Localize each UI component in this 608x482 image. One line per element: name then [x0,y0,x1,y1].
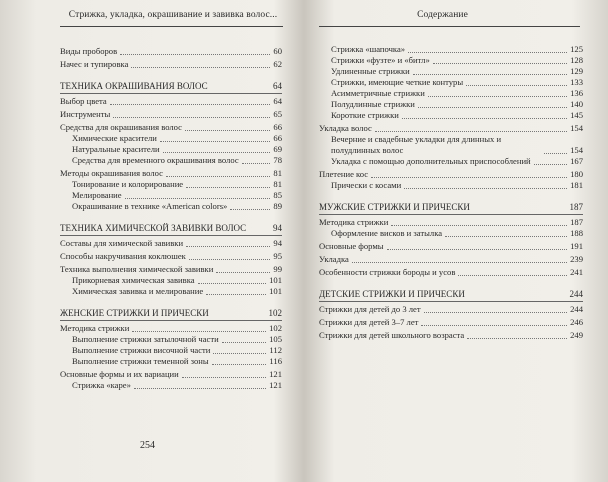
toc-entry-title: Прически с косами [331,180,402,190]
toc-entry-page: 128 [570,55,583,65]
toc-entry [60,345,282,356]
toc-entry-page: 60 [273,46,282,56]
toc-entry [60,334,282,345]
dot-leader [424,312,567,313]
toc-entry [319,330,583,341]
toc-entry-page: 94 [273,223,282,233]
toc-entry [60,168,282,179]
toc-entry-page: 181 [570,180,583,190]
toc-entry-page: 249 [570,330,583,340]
toc-entry-title: Основные формы [319,241,384,251]
toc-entry [319,88,583,99]
toc-entry-title: ДЕТСКИЕ СТРИЖКИ И ПРИЧЕСКИ [319,289,465,299]
dot-leader [160,141,271,142]
toc-entry-page: 102 [269,323,282,333]
toc-entry-page: 121 [269,369,282,379]
toc-entry-page: 89 [273,201,282,211]
toc-entry [60,109,282,120]
section-spacer [60,297,282,304]
toc-entry [319,110,583,121]
dot-leader [230,209,270,210]
section-spacer [60,70,282,77]
toc-entry-page: 85 [273,190,282,200]
toc-entry-page: 99 [273,264,282,274]
toc-entry [319,156,583,167]
toc-entry [319,254,583,265]
toc-entry-page: 112 [269,345,282,355]
toc-entry-title: Натуральные красители [72,144,160,154]
toc-entry-title: Стрижки «фузте» и «битл» [331,55,430,65]
toc-entry-title: Выполнение стрижки затылочной части [72,334,219,344]
toc-entry [60,179,282,190]
toc-entry-title: Средства для временного окрашивания волос [72,155,239,165]
running-head: Содержание [417,10,468,20]
toc-entry-page: 187 [570,217,583,227]
toc-entry-title: Укладка с помощью дополнительных приспособлений [331,156,531,166]
toc-entry-title: Химическая завивка и мелирование [72,286,204,296]
toc-entry-title: Выбор цвета [60,96,107,106]
toc-entry [319,304,583,315]
toc-entry-title: Стрижки для детей школьного возраста [319,330,465,340]
toc-entry-page: 167 [570,156,583,166]
toc-entry-title: Вечерние и свадебные укладки для длинных и полудлинных волос [331,134,502,155]
section-spacer [319,278,583,285]
dot-leader [404,188,567,189]
toc-section-heading [319,289,583,302]
dot-leader [186,246,270,247]
dot-leader [198,283,267,284]
running-head: Стрижка, укладка, окрашивание и завивка волос... [68,10,278,20]
dot-leader [134,388,266,389]
toc-entry-page: 125 [570,44,583,54]
toc-entry [60,46,282,57]
dot-leader [132,331,266,332]
toc-entry [319,228,583,239]
toc-entry [60,122,282,133]
dot-leader [421,325,567,326]
toc-entry [60,264,282,275]
toc-entry-title: ЖЕНСКИЕ СТРИЖКИ И ПРИЧЕСКИ [60,308,209,318]
dot-leader [182,377,266,378]
toc-entry-title: Оформление висков и затылка [331,228,443,238]
toc-right [319,44,583,341]
toc-entry [319,99,583,110]
dot-leader [110,104,271,105]
toc-entry-page: 140 [570,99,583,109]
toc-entry-page: 180 [570,169,583,179]
toc-entry [60,155,282,166]
toc-entry-page: 239 [570,254,583,264]
toc-entry-page: 65 [273,109,282,119]
toc-entry-page: 188 [570,228,583,238]
toc-entry-title: Выполнение стрижки височной части [72,345,211,355]
toc-section-heading [60,223,282,236]
toc-section-heading [60,308,282,321]
toc-entry-title: Укладка волос [319,123,372,133]
toc-entry-title: Удлиненные стрижки [331,66,410,76]
toc-entry-page: 241 [570,267,583,277]
dot-leader [375,131,567,132]
toc-entry [319,241,583,252]
toc-entry-title: Методика стрижки [319,217,389,227]
toc-entry-title: Стрижки, имеющие четкие контуры [331,77,464,87]
toc-entry [319,169,583,180]
toc-entry-title: Химические красители [72,133,157,143]
toc-entry-page: 105 [269,334,282,344]
dot-leader [166,176,270,177]
toc-entry-title: Мелирование [72,190,122,200]
toc-entry-title: Окрашивание в технике «American colors» [72,201,228,211]
toc-entry-title: Укладка [319,254,349,264]
toc-entry-title: Методы окрашивания волос [60,168,163,178]
dot-leader [131,67,270,68]
toc-entry-page: 64 [273,81,282,91]
toc-entry-page: 136 [570,88,583,98]
toc-entry-title: Начес и тупировка [60,59,129,69]
toc-entry [60,96,282,107]
dot-leader [242,163,271,164]
toc-entry-title: Особенности стрижки бороды и усов [319,267,456,277]
toc-entry-page: 101 [269,286,282,296]
section-spacer [319,191,583,198]
toc-entry-title: Плетение кос [319,169,369,179]
toc-entry [319,55,583,66]
toc-section-heading [60,81,282,94]
toc-entry [319,66,583,77]
dot-leader [418,107,567,108]
header-rule [60,26,283,27]
toc-entry-page: 145 [570,110,583,120]
dot-leader [206,294,266,295]
toc-entry-title: Методика стрижки [60,323,130,333]
toc-entry-title: Способы накручивания коклюшек [60,251,186,261]
dot-leader [189,259,271,260]
toc-entry-page: 81 [273,179,282,189]
dot-leader [402,118,567,119]
toc-entry-page: 129 [570,66,583,76]
dot-leader [120,54,270,55]
toc-entry-title: Прикорневая химическая завивка [72,275,195,285]
toc-entry-page: 154 [570,145,583,155]
toc-entry-title: ТЕХНИКА ОКРАШИВАНИЯ ВОЛОС [60,81,208,91]
toc-entry-page: 102 [268,308,282,318]
dot-leader [408,52,567,53]
toc-entry-page: 78 [273,155,282,165]
dot-leader [212,364,267,365]
dot-leader [213,353,266,354]
toc-entry-title: Тонирование и колорирование [72,179,184,189]
toc-entry-title: Техника выполнения химической завивки [60,264,214,274]
right-page [307,0,608,482]
left-page [0,0,301,482]
toc-section-heading [319,202,583,215]
toc-entry-page: 244 [569,289,583,299]
toc-entry-title: Стрижка «каре» [72,380,131,390]
dot-leader [163,152,271,153]
toc-entry-page: 246 [570,317,583,327]
toc-entry-page: 95 [273,251,282,261]
toc-entry-page: 116 [269,356,282,366]
header-rule [319,26,580,27]
toc-entry-title: Основные формы и их вариации [60,369,179,379]
toc-left [60,44,282,391]
dot-leader [413,74,567,75]
toc-entry [319,77,583,88]
toc-entry [60,238,282,249]
toc-entry [319,180,583,191]
toc-entry-title: Виды проборов [60,46,118,56]
toc-entry-page: 66 [273,122,282,132]
dot-leader [113,117,270,118]
toc-entry [319,134,583,156]
toc-entry [60,369,282,380]
toc-entry [60,356,282,367]
toc-entry [60,59,282,70]
toc-entry-title: Инструменты [60,109,111,119]
dot-leader [467,338,567,339]
toc-entry-title: Полудлинные стрижки [331,99,415,109]
toc-entry-title: ТЕХНИКА ХИМИЧЕСКОЙ ЗАВИВКИ ВОЛОС [60,223,247,233]
toc-entry-title: Короткие стрижки [331,110,399,120]
toc-entry-page: 121 [269,380,282,390]
dot-leader [186,187,270,188]
dot-leader [125,198,271,199]
dot-leader [433,63,567,64]
toc-entry-page: 69 [273,144,282,154]
toc-entry [60,144,282,155]
toc-entry-page: 81 [273,168,282,178]
dot-leader [371,177,567,178]
dot-leader [466,85,567,86]
toc-entry-page: 133 [570,77,583,87]
dot-leader [352,262,567,263]
toc-entry [60,286,282,297]
toc-entry [60,133,282,144]
toc-entry-page: 101 [269,275,282,285]
toc-entry [319,123,583,134]
dot-leader [222,342,266,343]
toc-entry-title: МУЖСКИЕ СТРИЖКИ И ПРИЧЕСКИ [319,202,470,212]
toc-entry [60,251,282,262]
dot-leader [445,236,567,237]
dot-leader [391,225,567,226]
toc-entry [60,380,282,391]
toc-entry [319,317,583,328]
toc-entry [60,323,282,334]
toc-entry-page: 62 [273,59,282,69]
toc-entry-page: 244 [570,304,583,314]
toc-entry [60,201,282,212]
toc-entry [319,217,583,228]
toc-entry-page: 94 [273,238,282,248]
toc-entry [319,267,583,278]
toc-entry-page: 191 [570,241,583,251]
section-spacer [60,212,282,219]
toc-entry-page: 154 [570,123,583,133]
toc-entry-page: 66 [273,133,282,143]
toc-entry-title: Выполнение стрижки теменной зоны [72,356,209,366]
toc-entry [60,275,282,286]
toc-entry [60,190,282,201]
toc-entry [319,44,583,55]
toc-entry-title: Стрижки для детей до 3 лет [319,304,421,314]
toc-entry-title: Стрижка «шапочка» [331,44,406,54]
dot-leader [534,164,567,165]
dot-leader [458,275,567,276]
toc-entry-title: Средства для окрашивания волос [60,122,182,132]
dot-leader [216,272,270,273]
dot-leader [185,130,270,131]
dot-leader [428,96,567,97]
dot-leader [387,249,568,250]
toc-entry-title: Асимметричные стрижки [331,88,425,98]
toc-entry-title: Составы для химической завивки [60,238,184,248]
toc-entry-page: 64 [273,96,282,106]
toc-entry-page: 187 [569,202,583,212]
dot-leader [544,153,567,154]
toc-entry-title: Стрижки для детей 3–7 лет [319,317,419,327]
page-number: 254 [140,440,155,451]
